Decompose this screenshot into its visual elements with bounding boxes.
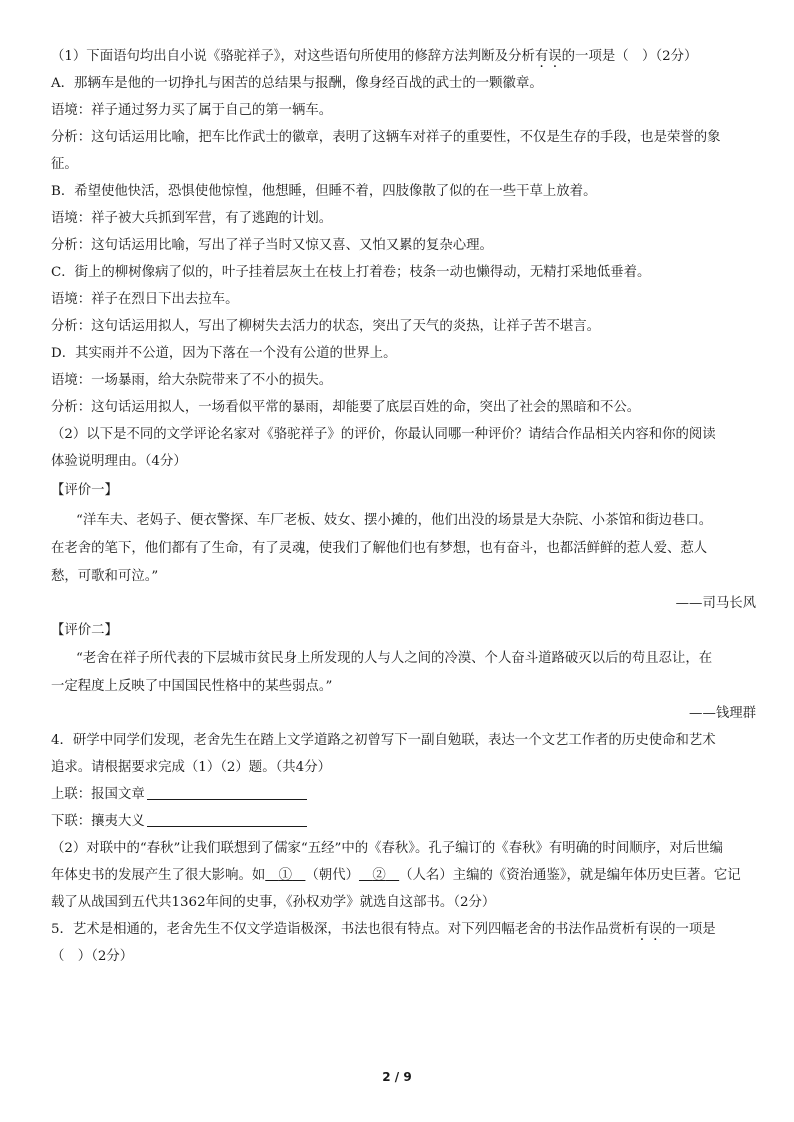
option-d-analysis: 分析：这句话运用拟人，一场看似平常的暴雨，却能要了底层百姓的命，突出了社会的黑暗和不公。 (51, 400, 641, 415)
emphasis-char: 有 (534, 49, 549, 64)
review1-text: “洋车夫、老妈子、便衣警探、车厂老板、妓女、摆小摊的，他们出没的场景是大杂院、小茶馆和街边巷口。 (76, 513, 713, 528)
option-d-sentence: D．其实雨并不公道，因为下落在一个没有公道的世界上。 (51, 346, 397, 361)
q4-intro-cont: 追求。请根据要求完成（1）（2）题。（共4分） (51, 760, 331, 775)
emphasis-char: 误 (548, 49, 562, 64)
review2-label: 【评价二】 (51, 623, 118, 638)
blank-2[interactable]: ② (372, 868, 386, 883)
q3-sub1-stem: （1）下面语句均出自小说《骆驼祥子》，对这些语句所使用的修辞方法判断及分析有误的一项是（ ）（2分） (51, 49, 698, 64)
page-number: 2 / 9 (382, 1070, 412, 1084)
review2-text: “老舍在祥子所代表的下层城市贫民身上所发现的人与人之间的冷漠、个人奋斗道路破灭以后的苟且忍让，在 (76, 651, 713, 666)
q3-sub2-stem-cont: 体验说明理由。（4分） (51, 454, 187, 469)
q3-sub2-stem: （2）以下是不同的文学评论名家对《骆驼祥子》的评价，你最认同哪一种评价？请结合作品相关内容和你的阅读 (51, 427, 716, 442)
upper-couplet-blank[interactable] (147, 785, 307, 800)
option-a-context: 语境：祥子通过努力买了属于自己的第一辆车。 (51, 103, 333, 118)
option-a-sentence: A．那辆车是他的一切挣扎与困苦的总结果与报酬，像身经百战的武士的一颗徽章。 (51, 76, 543, 91)
lower-couplet: 下联：攘夷大义 (51, 812, 756, 832)
q5-stem: 5．艺术是相通的，老舍先生不仅文学造诣极深，书法也很有特点。对下列四幅老舍的书法作品赏析有误的一项是 (51, 922, 716, 937)
review1-text-cont: 在老舍的笔下，他们都有了生命，有了灵魂，使我们了解他们也有梦想，也有奋斗，也都活鲜鲜的惹人爱、惹人 (51, 541, 708, 556)
option-a-analysis-cont: 征。 (51, 157, 78, 172)
review1-label: 【评价一】 (51, 483, 118, 498)
option-a-analysis: 分析：这句话运用比喻，把车比作武士的徽章，表明了这辆车对祥子的重要性，不仅是生存的手段，也是荣誉的象 (51, 130, 721, 145)
upper-couplet: 上联：报国文章 (51, 785, 756, 805)
q4-sub2-cont: 年体史书的发展产生了很大影响。如 ① （朝代） ② （人名）主编的《资治通鉴》，就是编年体历史巨著。它记 (51, 868, 741, 883)
q5-stem-cont: （ ）（2分） (51, 949, 134, 964)
option-b-sentence: B．希望使他快活，恐惧使他惊惶，他想睡，但睡不着，四肢像散了似的在一些干草上放着。 (51, 184, 597, 199)
emphasis-char: 有 (635, 922, 649, 937)
q4-sub2: （2）对联中的“春秋”让我们联想到了儒家“五经”中的《春秋》。孔子编订的《春秋》有明确的时间顺序，对后世编 (51, 841, 723, 856)
q4-sub2-end: 载了从战国到五代共1362年间的史事，《孙权劝学》就选自这部书。（2分） (51, 895, 496, 910)
option-c-analysis: 分析：这句话运用拟人，写出了柳树失去活力的状态，突出了天气的炎热，让祥子苦不堪言。 (51, 319, 601, 334)
lower-couplet-blank[interactable] (147, 812, 307, 827)
blank-1[interactable]: ① (278, 868, 293, 883)
emphasis-char: 误 (648, 922, 663, 937)
review1-author: ——司马长风 (675, 596, 756, 611)
review2-text-cont: 一定程度上反映了中国国民性格中的某些弱点。” (51, 679, 333, 694)
option-c-context: 语境：祥子在烈日下出去拉车。 (51, 292, 239, 307)
review1-text-end: 愁，可歌和可泣。” (51, 569, 159, 584)
q4-intro: 4．研学中同学们发现，老舍先生在踏上文学道路之初曾写下一副自勉联，表达一个文艺工作者的历史使命和艺术 (51, 733, 716, 748)
option-b-analysis: 分析：这句话运用比喻，写出了祥子当时又惊又喜、又怕又累的复杂心理。 (51, 238, 493, 253)
option-c-sentence: C．街上的柳树像病了似的，叶子挂着层灰土在枝上打着卷；枝条一动也懒得动，无精打采地低垂着。 (51, 265, 651, 280)
review2-author: ——钱理群 (689, 706, 756, 721)
option-d-context: 语境：一场暴雨，给大杂院带来了不小的损失。 (51, 373, 333, 388)
option-b-context: 语境：祥子被大兵抓到军营，有了逃跑的计划。 (51, 211, 333, 226)
